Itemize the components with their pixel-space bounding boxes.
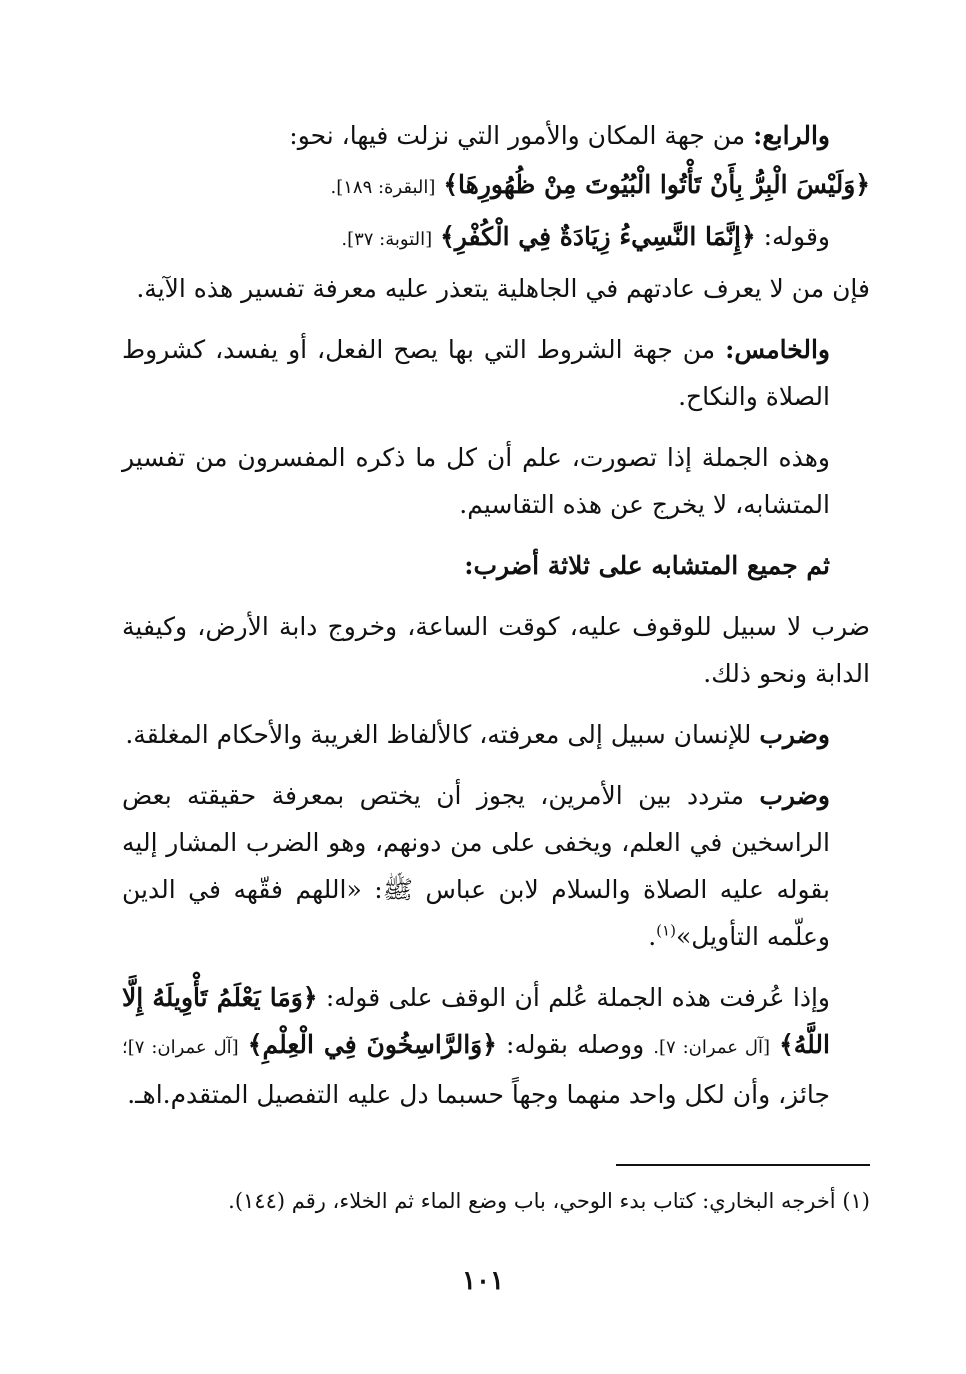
paragraph-text: وهذه الجملة إذا تصورت، علم أن كل ما ذكره المفسرون من تفسير المتشابه، لا يخرج عن هذه التقاسيم. [122, 443, 830, 519]
paragraph-type-three [122, 772, 870, 960]
quran-verse-baqarah [122, 161, 870, 211]
quran-text: ﴿وَمَا يَعْلَمُ تَأْوِيلَهُ إِلَّا اللَّهُ﴾ [122, 983, 830, 1059]
verse-citation: [آل عمران: ٧]؛ [122, 1037, 239, 1058]
paragraph-lead: والرابع: [753, 121, 830, 150]
quran-text: ﴿إِنَّمَا النَّسِيءُ زِيَادَةٌ فِي الْكُفْرِ﴾ [440, 222, 756, 251]
paragraph-fourth [122, 112, 870, 159]
paragraph-text: للإنسان سبيل إلى معرفته، كالألفاظ الغريبة والأحكام المغلقة. [125, 720, 752, 749]
page-number: ١٠١ [462, 1266, 504, 1296]
paragraph-jahiliyya [122, 265, 870, 312]
footnote: (١) أخرجه البخاري: كتاب بدء الوحي، باب وضع الماء ثم الخلاء، رقم (١٤٤). [228, 1189, 870, 1213]
paragraph-text: وقوله: [763, 222, 830, 251]
quran-text: ﴿وَلَيْسَ الْبِرُّ بِأَنْ تَأْتُوا الْبُيُوتَ مِنْ ظُهُورِهَا﴾ [443, 170, 870, 199]
paragraph-text: ووصله بقوله: [506, 1030, 645, 1059]
footnote-divider [616, 1164, 870, 1166]
paragraph-lead: والخامس: [725, 335, 830, 364]
paragraph-lead: وضرب [759, 720, 830, 749]
paragraph-text: جائز، وأن لكل واحد منهما وجهاً حسبما دل عليه التفصيل المتقدم.اهـ. [127, 1080, 830, 1109]
paragraph-text: من جهة المكان والأمور التي نزلت فيها، نحو: [289, 121, 746, 150]
paragraph-fifth [122, 326, 870, 420]
section-heading: ثم جميع المتشابه على ثلاثة أضرب: [464, 551, 830, 580]
verse-citation: [التوبة: ٣٧]. [341, 229, 433, 250]
verse-citation: [آل عمران: ٧]. [653, 1037, 770, 1058]
paragraph-text: وإذا عُرفت هذه الجملة عُلم أن الوقف على قوله: [325, 983, 830, 1012]
paragraph-text: من جهة الشروط التي بها يصح الفعل، أو يفسد، كشروط الصلاة والنكاح. [122, 335, 830, 411]
paragraph-text: فإن من لا يعرف عادتهم في الجاهلية يتعذر عليه معرفة تفسير هذه الآية. [136, 274, 870, 303]
paragraph-end: . [648, 922, 657, 951]
verse-citation: [البقرة: ١٨٩]. [330, 177, 436, 198]
paragraph-summary [122, 434, 870, 528]
main-text [122, 112, 870, 1132]
paragraph-type-two [122, 711, 870, 758]
paragraph-text: متردد بين الأمرين، يجوز أن يختص بمعرفة حقيقته بعض الراسخين في العلم، ويخفى على من دونهم، وهو الضرب المشار إليه بقوله عليه الصلاة والسلام لابن عباس ﷺ: «اللهم فقّهه في الدين وعلّمه التأويل» [122, 781, 830, 951]
footnote-marker[interactable]: (١) [656, 921, 676, 940]
paragraph-text: ضرب لا سبيل للوقوف عليه، كوقت الساعة، وخروج دابة الأرض، وكيفية الدابة ونحو ذلك. [122, 612, 870, 688]
quran-verse-tawbah [122, 213, 870, 263]
quran-text: ﴿وَالرَّاسِخُونَ فِي الْعِلْمِ﴾ [247, 1030, 497, 1059]
paragraph-lead: وضرب [759, 781, 830, 810]
paragraph-waqf [122, 974, 870, 1118]
paragraph-type-one [122, 603, 870, 697]
